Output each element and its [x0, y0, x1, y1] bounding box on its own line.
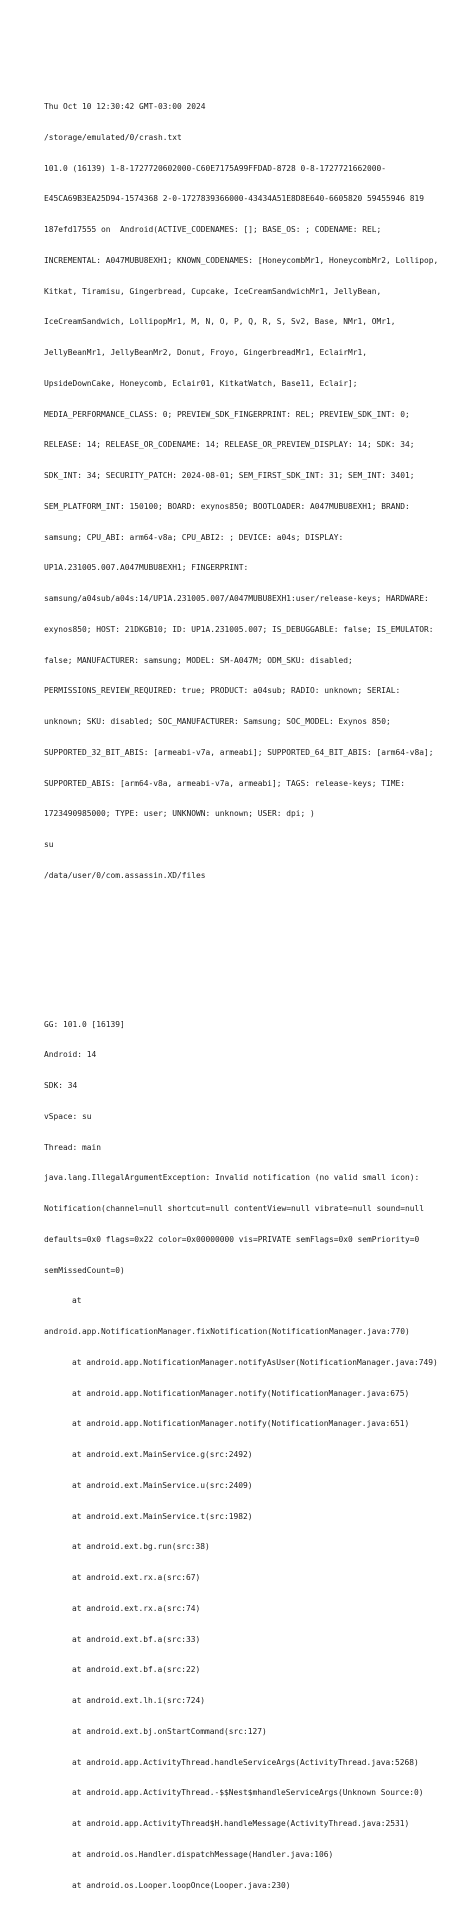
build-info-line: JellyBeanMr1, JellyBeanMr2, Donut, Froyo, GingerbreadMr1, EclairMr1, — [44, 348, 368, 357]
build-info-line: E45CA69B3EA25D94-1574368 2-0-1727839366000-43434A51E8D8E640-6605820 59455946 819 — [44, 194, 425, 204]
android-version-line: Android: 14 — [44, 1050, 97, 1060]
build-info-line: RELEASE: 14; RELEASE_OR_CODENAME: 14; RELEASE_OR_PREVIEW_DISPLAY: 14; SDK: 34; — [44, 440, 415, 450]
build-info-line: INCREMENTAL: A047MUBU8EXH1; KNOWN_CODENAMES: [HoneycombMr1, HoneycombMr2, Lollipop, — [44, 255, 439, 265]
exception-line: java.lang.IllegalArgumentException: Invalid notification (no valid small icon): — [44, 1173, 420, 1183]
build-info-line: IceCreamSandwich, LollipopMr1, M, N, O, P, Q, R, S, Sv2, Base, NMr1, OMr1, — [44, 317, 396, 327]
stack-frame: at android.app.ActivityThread.-$$Nest$mhandleServiceArgs(Unknown Source:0) — [72, 1788, 424, 1798]
stack-at-label: at — [72, 1296, 82, 1306]
stack-frame: at android.ext.MainService.t(src:1982) — [72, 1511, 253, 1521]
section-spacer — [44, 932, 464, 968]
stack-frame: at android.app.ActivityThread$H.handleMessage(ActivityThread.java:2531) — [72, 1819, 410, 1828]
build-info-line: UP1A.231005.007.A047MUBU8EXH1; FINGERPRINT: — [44, 563, 249, 573]
log-timestamp: Thu Oct 10 12:30:42 GMT-03:00 2024 — [44, 102, 206, 111]
stack-frame: at android.ext.MainService.g(src:2492) — [72, 1450, 253, 1459]
stack-frame: at android.os.Handler.dispatchMessage(Handler.java:106) — [72, 1849, 334, 1859]
build-info-line: false; MANUFACTURER: samsung; MODEL: SM-A047M; ODM_SKU: disabled; — [44, 655, 353, 665]
build-info-line: UpsideDownCake, Honeycomb, Eclair01, KitkatWatch, Base11, Eclair]; — [44, 378, 358, 388]
crash-details-block — [44, 999, 464, 1911]
sdk-line: SDK: 34 — [44, 1081, 78, 1090]
exception-line: semMissedCount=0) — [44, 1265, 125, 1275]
build-info-line: exynos850; HOST: 21DKGB10; ID: UP1A.231005.007; IS_DEBUGGABLE: false; IS_EMULATOR: — [44, 624, 434, 634]
build-info-line: MEDIA_PERFORMANCE_CLASS: 0; PREVIEW_SDK_FINGERPRINT: REL; PREVIEW_SDK_INT: 0; — [44, 409, 410, 419]
log-file-path: /storage/emulated/0/crash.txt — [44, 132, 182, 142]
stack-frame: android.app.NotificationManager.fixNotification(NotificationManager.java:770) — [44, 1327, 410, 1336]
exception-line: Notification(channel=null shortcut=null contentView=null vibrate=null sound=null — [44, 1204, 425, 1213]
stack-frame: at android.app.NotificationManager.notifyAsUser(NotificationManager.java:749) — [72, 1357, 438, 1367]
build-info-line: unknown; SKU: disabled; SOC_MANUFACTURER: Samsung; SOC_MODEL: Exynos 850; — [44, 717, 391, 726]
app-files-path: /data/user/0/com.assassin.XD/files — [44, 870, 206, 880]
build-info-line: samsung/a04sub/a04s:14/UP1A.231005.007/A047MUBU8EXH1:user/release-keys; HARDWARE: — [44, 594, 429, 603]
build-info-line: 101.0 (16139) 1-8-1727720602000-C60E7175A99FFDAD-8728 0-8-1727721662000- — [44, 163, 387, 173]
build-info-line: samsung; CPU_ABI: arm64-v8a; CPU_ABI2: ; DEVICE: a04s; DISPLAY: — [44, 532, 344, 542]
stack-frame: at android.ext.MainService.u(src:2409) — [72, 1480, 253, 1490]
stack-frame: at android.ext.lh.i(src:724) — [72, 1696, 206, 1705]
exception-line: defaults=0x0 flags=0x22 color=0x00000000 vis=PRIVATE semFlags=0x0 semPriority=0 — [44, 1234, 420, 1244]
thread-line: Thread: main — [44, 1142, 102, 1152]
build-info-line: SEM_PLATFORM_INT: 150100; BOARD: exynos850; BOOTLOADER: A047MUBU8EXH1; BRAND: — [44, 501, 410, 511]
build-info-line: SUPPORTED_ABIS: [arm64-v8a, armeabi-v7a, armeabi]; TAGS: release-keys; TIME: — [44, 778, 406, 788]
build-info-line: PERMISSIONS_REVIEW_REQUIRED: true; PRODUCT: a04sub; RADIO: unknown; SERIAL: — [44, 686, 401, 696]
stack-frame: at android.ext.bf.a(src:22) — [72, 1665, 201, 1675]
stack-frame: at android.app.ActivityThread.handleServiceArgs(ActivityThread.java:5268) — [72, 1757, 419, 1767]
build-info-line: 1723490985000; TYPE: user; UNKNOWN: unknown; USER: dpi; ) — [44, 809, 315, 819]
stack-frame: at android.app.NotificationManager.notify(NotificationManager.java:675) — [72, 1388, 410, 1398]
stack-frame: at android.ext.bj.onStartCommand(src:127) — [72, 1726, 267, 1736]
crash-log-document — [44, 61, 464, 1922]
root-mode-line: su — [44, 840, 54, 849]
stack-frame: at android.ext.bf.a(src:33) — [72, 1634, 201, 1644]
stack-frame: at android.os.Looper.loopOnce(Looper.java:230) — [72, 1880, 291, 1890]
build-info-line: Kitkat, Tiramisu, Gingerbread, Cupcake, IceCreamSandwichMr1, JellyBean, — [44, 286, 382, 296]
stack-frame: at android.app.NotificationManager.notify(NotificationManager.java:651) — [72, 1419, 410, 1429]
build-info-line: SDK_INT: 34; SECURITY_PATCH: 2024-08-01; SEM_FIRST_SDK_INT: 31; SEM_INT: 3401; — [44, 471, 415, 480]
build-info-line: 187efd17555 on Android(ACTIVE_CODENAMES: []; BASE_OS: ; CODENAME: REL; — [44, 225, 382, 234]
stack-frame: at android.ext.rx.a(src:74) — [72, 1603, 201, 1613]
vspace-line: vSpace: su — [44, 1111, 92, 1121]
app-version-line: GG: 101.0 [16139] — [44, 1019, 125, 1029]
device-info-block — [44, 82, 464, 902]
stack-frame: at android.ext.rx.a(src:67) — [72, 1573, 201, 1582]
stack-frame: at android.ext.bg.run(src:38) — [72, 1542, 210, 1552]
build-info-line: SUPPORTED_32_BIT_ABIS: [armeabi-v7a, armeabi]; SUPPORTED_64_BIT_ABIS: [arm64-v8a]; — [44, 747, 434, 757]
